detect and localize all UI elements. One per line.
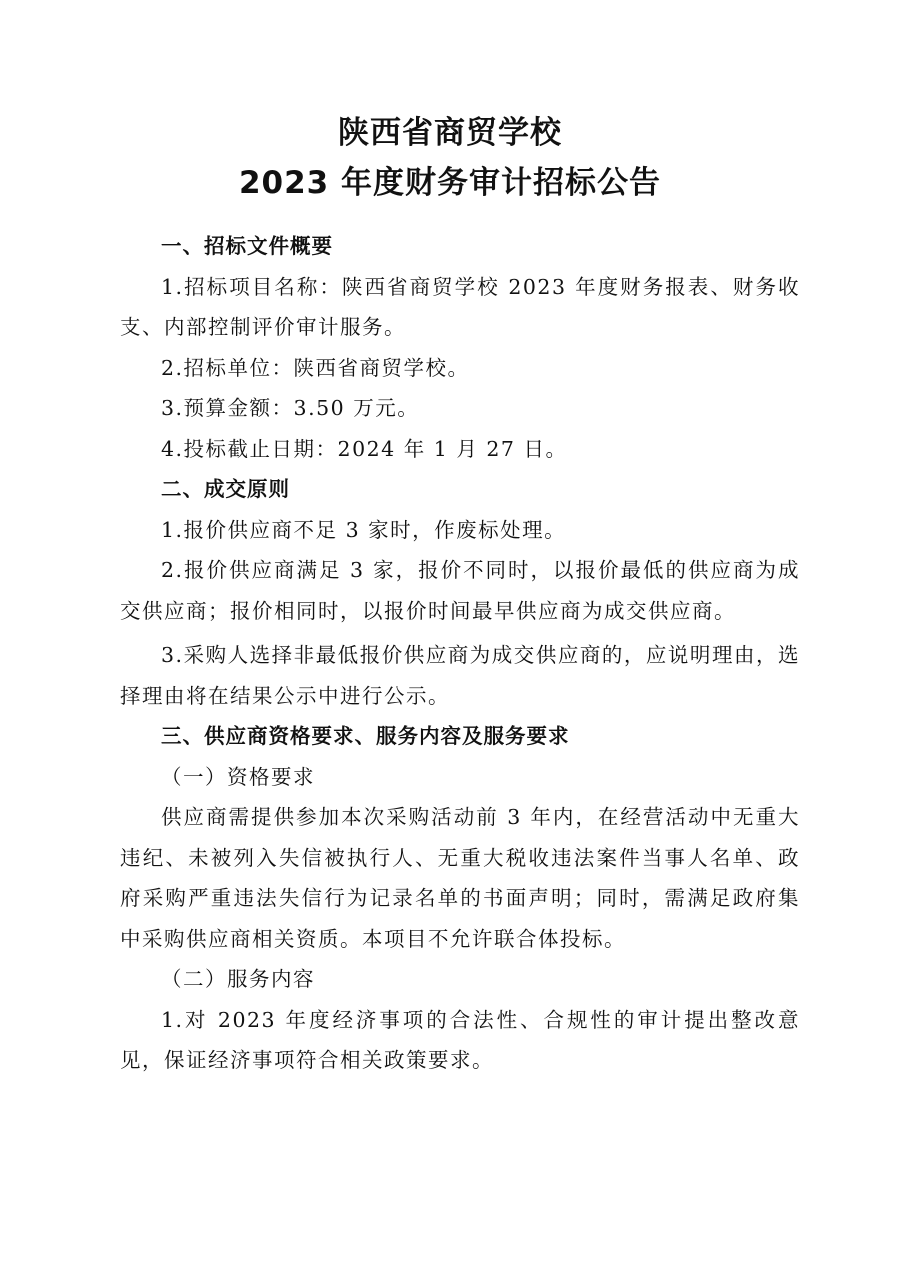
section-1-paragraph-3: 3.预算金额：3.50 万元。: [161, 396, 420, 420]
title-line-2: 2023 年度财务审计招标公告: [238, 165, 662, 201]
document-body: [120, 226, 800, 1081]
section-2-paragraph-1: 1.报价供应商不足 3 家时，作废标处理。: [161, 517, 567, 542]
section-3-subheading-2: （二）服务内容: [161, 967, 315, 991]
section-3-heading: 三、供应商资格要求、服务内容及服务要求: [161, 724, 570, 748]
section-3-subsection-2-paragraph-1: 1.对 2023 年度经济事项的合法性、合规性的审计提出整改意见，保证经济事项符合相关政策要求。: [120, 1007, 800, 1072]
title-block: [0, 108, 900, 208]
section-3-subsection-1-paragraph: 供应商需提供参加本次采购活动前 3 年内，在经营活动中无重大违纪、未被列入失信被执行人、无重大税收违法案件当事人名单、政府采购严重违法失信行为记录名单的书面声明；同时，需满足政府集中采购供应商相关资质。本项目不允许联合体投标。: [120, 805, 800, 951]
section-2-paragraph-2: 2.报价供应商满足 3 家，报价不同时，以报价最低的供应商为成交供应商；报价相同时，以报价时间最早供应商为成交供应商。: [120, 558, 800, 623]
section-3-subheading-1: （一）资格要求: [161, 764, 315, 789]
title-line-1: 陕西省商贸学校: [338, 115, 562, 151]
section-2-heading: 二、成交原则: [161, 477, 290, 501]
section-1-paragraph-1: 1.招标项目名称：陕西省商贸学校 2023 年度财务报表、财务收支、内部控制评价审计服务。: [120, 274, 800, 339]
section-2-paragraph-3: 3.采购人选择非最低报价供应商为成交供应商的，应说明理由，选择理由将在结果公示中进行公示。: [120, 643, 800, 708]
section-1-paragraph-4: 4.投标截止日期：2024 年 1 月 27 日。: [161, 436, 568, 461]
section-1-paragraph-2: 2.招标单位：陕西省商贸学校。: [161, 355, 470, 380]
section-1-heading: 一、招标文件概要: [161, 234, 333, 258]
